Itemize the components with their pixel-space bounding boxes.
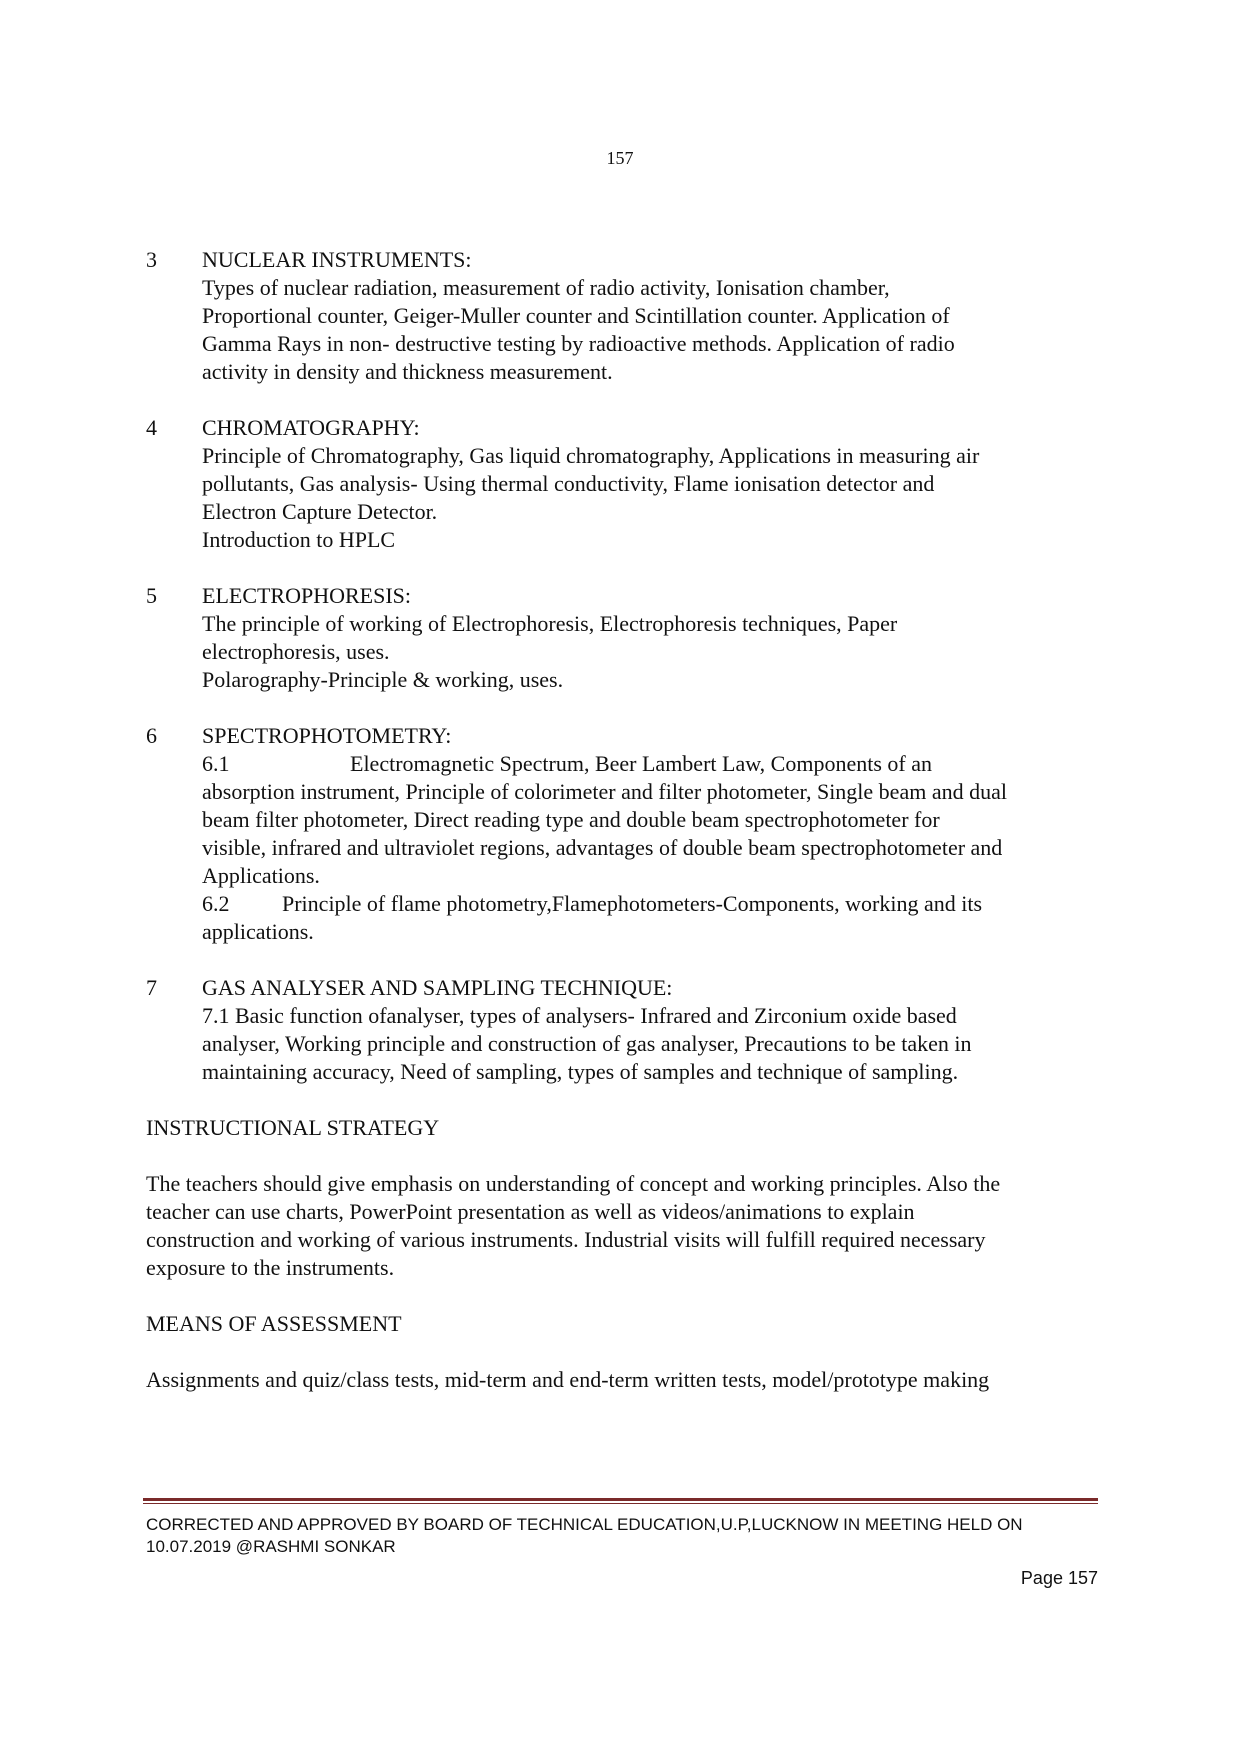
section-nuclear-instruments (146, 246, 1106, 386)
section-text-line: absorption instrument, Principle of colorimeter and filter photometer, Single beam and dual (202, 779, 1007, 804)
paragraph-line: construction and working of various instruments. Industrial visits will fulfill required necessary (146, 1227, 986, 1252)
paragraph-line: exposure to the instruments. (146, 1255, 395, 1280)
section-text-line: visible, infrared and ultraviolet regions, advantages of double beam spectrophotometer and (202, 835, 1003, 860)
paragraph-line: The teachers should give emphasis on understanding of concept and working principles. Also the (146, 1171, 1001, 1196)
document-body (146, 246, 1106, 1422)
footer-page-number: Page 157 (1020, 1568, 1098, 1588)
section-electrophoresis (146, 582, 1106, 694)
section-text-line: Gamma Rays in non- destructive testing by radioactive methods. Application of radio (202, 331, 955, 356)
section-text-line: Types of nuclear radiation, measurement of radio activity, Ionisation chamber, (202, 275, 890, 300)
section-text-line: analyser, Working principle and construction of gas analyser, Precautions to be taken in (202, 1031, 972, 1056)
section-text-line: Proportional counter, Geiger-Muller counter and Scintillation counter. Application of (202, 303, 950, 328)
instructional-strategy-heading: INSTRUCTIONAL STRATEGY (146, 1115, 440, 1140)
footer-line: CORRECTED AND APPROVED BY BOARD OF TECHNICAL EDUCATION,U.P,LUCKNOW IN MEETING HELD ON (146, 1515, 1023, 1534)
section-text-line: pollutants, Gas analysis- Using thermal conductivity, Flame ionisation detector and (202, 471, 935, 496)
footer-rule-thin (143, 1503, 1098, 1504)
section-title: SPECTROPHOTOMETRY: (202, 723, 452, 748)
subsection-number: 6.2 (202, 891, 230, 916)
paragraph-line: Assignments and quiz/class tests, mid-term and end-term written tests, model/prototype making (146, 1367, 990, 1392)
section-text-line: activity in density and thickness measurement. (202, 359, 613, 384)
section-text-line: electrophoresis, uses. (202, 639, 390, 664)
subsection-first-line (202, 890, 1106, 918)
footer-approval-text (143, 1514, 1098, 1558)
section-gas-analyser (146, 974, 1106, 1086)
subsection-text: Electromagnetic Spectrum, Beer Lambert Law, Components of an (350, 751, 932, 776)
section-text-line: maintaining accuracy, Need of sampling, types of samples and technique of sampling. (202, 1059, 959, 1084)
section-text-line: beam filter photometer, Direct reading type and double beam spectrophotometer for (202, 807, 940, 832)
section-title: NUCLEAR INSTRUMENTS: (202, 247, 472, 272)
section-text-line: The principle of working of Electrophoresis, Electrophoresis techniques, Paper (202, 611, 898, 636)
section-number: 6 (146, 723, 157, 748)
footer-rule (143, 1498, 1098, 1501)
section-text-line: Polarography-Principle & working, uses. (202, 667, 564, 692)
instructional-strategy-paragraph (146, 1170, 1106, 1282)
section-text-line: Electron Capture Detector. (202, 499, 438, 524)
page-footer (143, 1498, 1098, 1590)
paragraph-line: teacher can use charts, PowerPoint presentation as well as videos/animations to explain (146, 1199, 915, 1224)
subsection-text: Principle of flame photometry,Flamephotometers-Components, working and its (282, 891, 983, 916)
section-text-line: Principle of Chromatography, Gas liquid chromatography, Applications in measuring air (202, 443, 980, 468)
section-title: ELECTROPHORESIS: (202, 583, 412, 608)
subsection-number: 6.1 (202, 751, 230, 776)
footer-line: 10.07.2019 @RASHMI SONKAR (146, 1537, 396, 1556)
section-number: 4 (146, 415, 157, 440)
section-number: 7 (146, 975, 157, 1000)
subsection-first-line (202, 750, 1106, 778)
section-number: 5 (146, 583, 157, 608)
means-of-assessment-heading: MEANS OF ASSESSMENT (146, 1311, 402, 1336)
section-title: GAS ANALYSER AND SAMPLING TECHNIQUE: (202, 975, 673, 1000)
section-spectrophotometry (146, 722, 1106, 946)
page-number-top: 157 (606, 148, 634, 168)
section-text-line: Applications. (202, 863, 320, 888)
section-text-line: Introduction to HPLC (202, 527, 396, 552)
section-text-line: 7.1 Basic function ofanalyser, types of analysers- Infrared and Zirconium oxide based (202, 1003, 957, 1028)
section-text-line: applications. (202, 919, 314, 944)
section-title: CHROMATOGRAPHY: (202, 415, 420, 440)
means-of-assessment-paragraph (146, 1366, 1106, 1394)
section-number: 3 (146, 247, 157, 272)
section-chromatography (146, 414, 1106, 554)
